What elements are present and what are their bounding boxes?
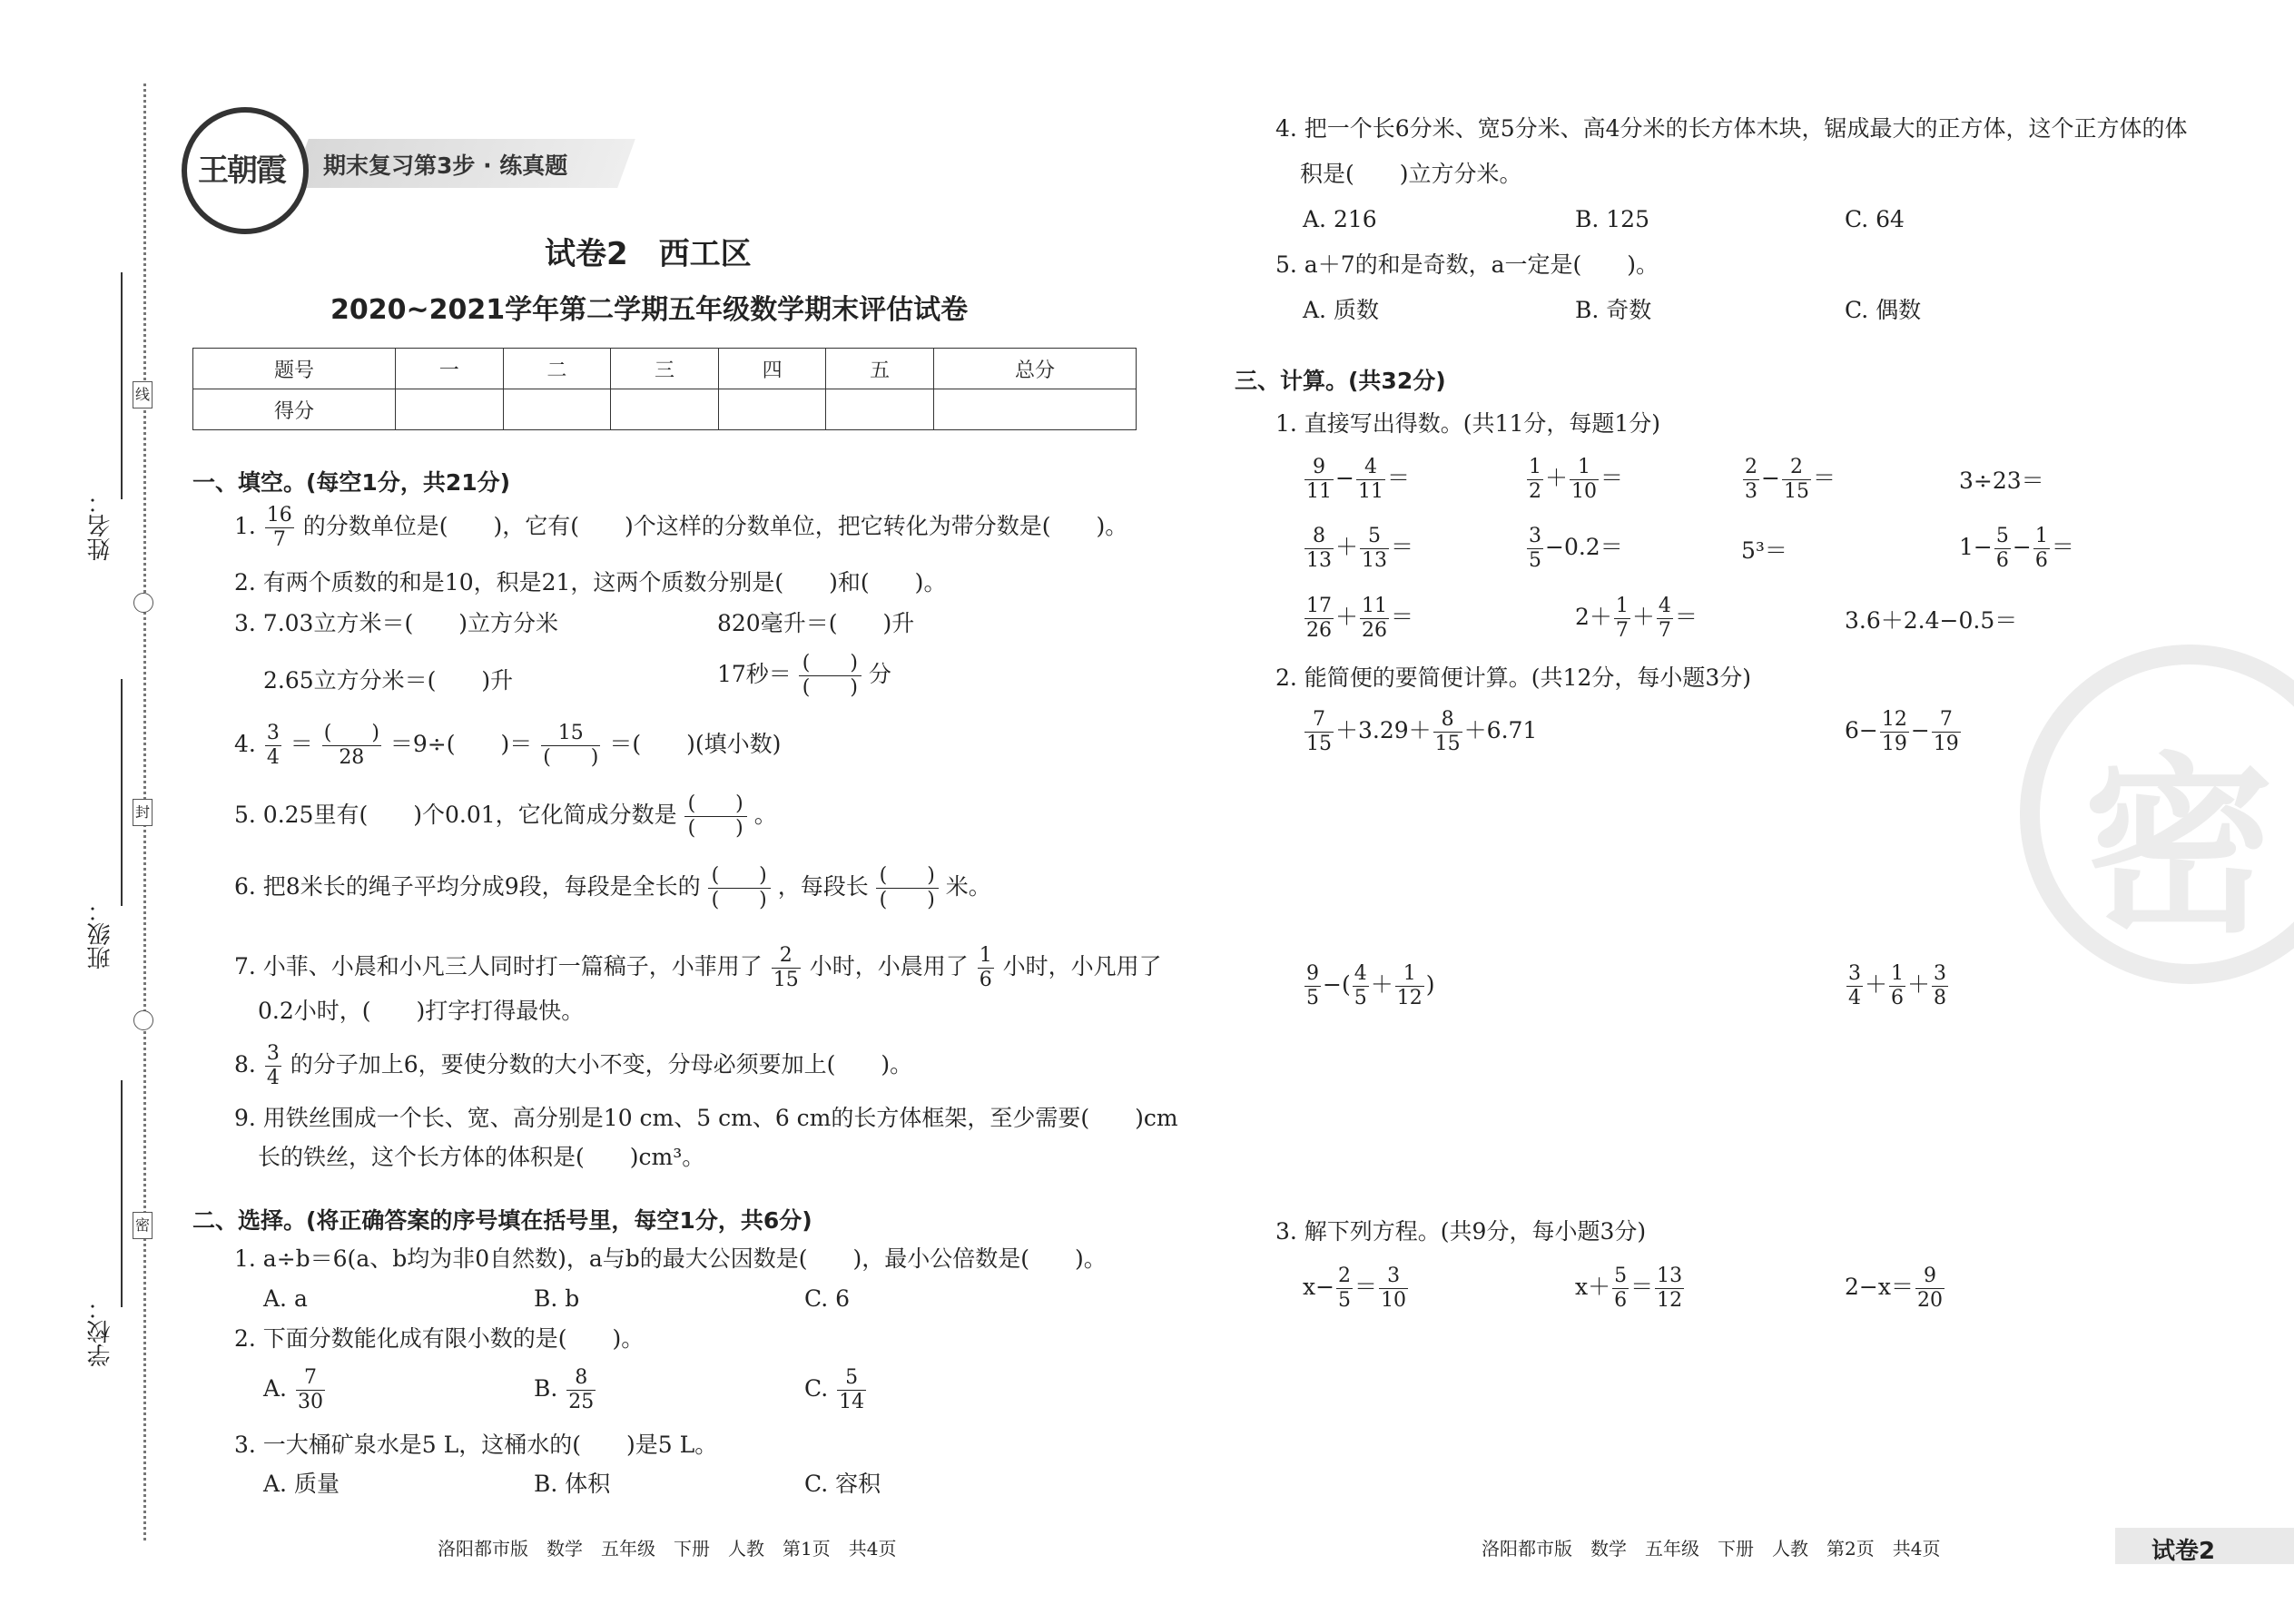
q-text: 7. 小菲、小晨和小凡三人同时打一篇稿子，小菲用了	[234, 953, 763, 979]
q-text: ＝9÷( )＝	[389, 731, 533, 757]
school-underline	[121, 1080, 123, 1307]
table-cell: 四	[718, 349, 826, 389]
option[interactable]: B. 125	[1575, 206, 1649, 232]
table-cell: 得分	[193, 389, 396, 430]
option-label: C.	[804, 1375, 829, 1402]
class-underline	[121, 679, 123, 906]
option[interactable]	[534, 1366, 597, 1414]
binding-hole	[133, 1010, 153, 1030]
calc-item: 5³＝	[1741, 537, 1787, 564]
s1-q5	[234, 792, 777, 841]
table-cell: 三	[611, 349, 719, 389]
q-text: 6. 把8米长的绳子平均分成9段，每段是全长的	[234, 873, 701, 900]
table-cell: 题号	[193, 349, 396, 389]
option[interactable]: A. 216	[1303, 206, 1377, 232]
section3-heading: 三、计算。(共32分)	[1235, 368, 1446, 394]
q-text: ＝	[290, 731, 313, 757]
calc-item: $\frac{7}{15}$ ＋3.29＋ $\frac{8}{15}$ ＋6.71	[1306, 708, 1538, 755]
q-text: ，每段长	[777, 873, 869, 900]
s3-p2: 2. 能简便的要简便计算。(共12分，每小题3分)	[1275, 664, 1752, 691]
school-label: 学校：	[87, 1296, 114, 1367]
q-text: 米。	[945, 873, 991, 900]
s2-q4b: 积是( )立方分米。	[1300, 161, 1522, 187]
seal-mark-seal: 封	[133, 799, 153, 826]
footer-right: 洛阳都市版 数学 五年级 下册 人教 第2页 共4页	[1482, 1538, 1941, 1560]
s1-q7a	[234, 944, 1162, 992]
calc-item: $\frac{17}{26}$ ＋ $\frac{11}{26}$ ＝	[1306, 595, 1414, 642]
blank-fraction[interactable]: ( ) ( )	[876, 864, 939, 912]
s1-q4	[234, 722, 781, 770]
equation-item: x＋ $\frac{5}{6}$ ＝ $\frac{13}{12}$	[1575, 1265, 1683, 1312]
table-cell: 总分	[933, 349, 1136, 389]
option[interactable]: B. b	[534, 1285, 580, 1312]
fraction[interactable]: $\frac{15}{( )}$	[543, 722, 599, 769]
s2-q2: 2. 下面分数能化成有限小数的是( )。	[234, 1325, 645, 1352]
option[interactable]	[263, 1366, 327, 1414]
seal-mark-secret: 密	[133, 1212, 153, 1239]
option[interactable]: C. 偶数	[1845, 297, 1922, 323]
score-input-cell[interactable]	[933, 389, 1136, 430]
score-input-cell[interactable]	[718, 389, 826, 430]
paper-subtitle: 2020~2021学年第二学期五年级数学期末评估试卷	[330, 294, 969, 326]
q-text: 的分子加上6，要使分数的大小不变，分母必须要加上( )。	[290, 1051, 913, 1078]
equation-item: 2−x＝ $\frac{9}{20}$	[1845, 1265, 1943, 1312]
banner-text: 期末复习第3步 · 练真题	[323, 153, 568, 179]
fraction[interactable]: $\frac{( )}{28}$	[323, 722, 379, 769]
s1-q2: 2. 有两个质数的和是10，积是21，这两个质数分别是( )和( )。	[234, 569, 947, 595]
calc-item: $\frac{1}{2}$ ＋ $\frac{1}{10}$ ＝	[1529, 456, 1624, 503]
footer-left: 洛阳都市版 数学 五年级 下册 人教 第1页 共4页	[438, 1538, 897, 1560]
paper-title: 试卷2 西工区	[545, 236, 752, 272]
watermark-glyph: 密	[2083, 736, 2275, 959]
q-num: 8.	[234, 1051, 256, 1078]
option-label: A.	[263, 1375, 288, 1402]
s1-q6	[234, 864, 991, 912]
score-input-cell[interactable]	[826, 389, 934, 430]
score-input-cell[interactable]	[611, 389, 719, 430]
fraction: $\frac{8}{25}$	[568, 1366, 595, 1413]
fraction: $\frac{7}{30}$	[297, 1366, 323, 1413]
blank-fraction[interactable]: ( ) ( )	[684, 792, 747, 841]
paper-tab-label: 试卷2	[2151, 1538, 2216, 1565]
fraction: $\frac{3}{4}$	[266, 1042, 280, 1089]
calc-item: $\frac{3}{4}$ ＋ $\frac{1}{6}$ ＋ $\frac{3}{8}$	[1848, 962, 1947, 1009]
class-label: 班级：	[87, 899, 114, 969]
fraction: $\frac{5}{14}$	[839, 1366, 865, 1413]
table-row	[193, 349, 1137, 389]
s2-q3: 3. 一大桶矿泉水是5 L，这桶水的( )是5 L。	[234, 1432, 718, 1458]
option[interactable]: B. 奇数	[1575, 297, 1652, 323]
option-label: B.	[534, 1375, 558, 1402]
calc-item: 6− $\frac{12}{19}$ − $\frac{7}{19}$	[1845, 708, 1959, 755]
score-input-cell[interactable]	[503, 389, 611, 430]
option[interactable]: C. 容积	[804, 1471, 881, 1497]
fraction: $\frac{2}{15}$	[773, 944, 799, 991]
score-table	[192, 348, 1137, 430]
s1-q1	[234, 504, 1127, 552]
score-input-cell[interactable]	[395, 389, 503, 430]
s1-q3d	[717, 652, 891, 700]
option[interactable]: C. 64	[1845, 206, 1905, 232]
q-num: 1.	[234, 513, 256, 539]
calc-item: 2＋ $\frac{1}{7}$ ＋ $\frac{4}{7}$ ＝	[1575, 595, 1698, 642]
option[interactable]: B. 体积	[534, 1471, 611, 1497]
calc-item: $\frac{8}{13}$ ＋ $\frac{5}{13}$ ＝	[1306, 525, 1414, 572]
s1-q3c: 2.65立方分米＝( )升	[263, 667, 514, 694]
equation-item: x− $\frac{2}{5}$ ＝ $\frac{3}{10}$	[1303, 1265, 1407, 1312]
s1-q9b: 长的铁丝，这个长方体的体积是( )cm³。	[258, 1144, 705, 1170]
s1-q7b: 0.2小时，( )打字打得最快。	[258, 998, 585, 1024]
calc-item: 3.6＋2.4−0.5＝	[1845, 607, 2018, 634]
table-cell: 五	[826, 349, 934, 389]
seal-mark-line: 线	[133, 381, 153, 408]
blank-fraction[interactable]: ( ) ( )	[799, 652, 861, 700]
s1-q3b: 820毫升＝( )升	[717, 610, 915, 636]
s1-q8	[234, 1042, 912, 1090]
fraction: $\frac{3}{4}$	[266, 722, 280, 769]
s2-q5: 5. a＋7的和是奇数，a一定是( )。	[1275, 251, 1659, 278]
q-text: 17秒＝	[717, 661, 792, 687]
option[interactable]: C. 6	[804, 1285, 851, 1312]
name-label: 姓名：	[87, 490, 114, 561]
fraction: $\frac{16}{7}$	[266, 504, 292, 551]
section1-heading: 一、填空。(每空1分，共21分)	[192, 469, 511, 496]
brand-logo-text: 王朝霞	[198, 153, 285, 189]
calc-item: 3÷23＝	[1959, 468, 2044, 494]
q-text: 小时，小凡用了	[1002, 953, 1162, 979]
q-text: 。	[753, 802, 777, 828]
option[interactable]: A. 质量	[263, 1471, 340, 1497]
q-text: 的分数单位是( )，它有( )个这样的分数单位，把它转化为带分数是( )。	[302, 513, 1128, 539]
s3-p1: 1. 直接写出得数。(共11分，每题1分)	[1275, 410, 1661, 437]
name-underline	[121, 272, 123, 499]
calc-item: $\frac{9}{5}$ −( $\frac{4}{5}$ ＋ $\frac{1}{12}$ )	[1306, 962, 1435, 1009]
table-cell: 二	[503, 349, 611, 389]
s2-q4a: 4. 把一个长6分米、宽5分米、高4分米的长方体木块，锯成最大的正方体，这个正方体的体	[1275, 115, 2188, 142]
s1-q3a: 3. 7.03立方米＝( )立方分米	[234, 610, 558, 636]
q-num: 4.	[234, 731, 256, 757]
calc-item: $\frac{9}{11}$ − $\frac{4}{11}$ ＝	[1306, 456, 1410, 503]
option[interactable]	[804, 1366, 868, 1414]
blank-fraction[interactable]: ( ) ( )	[708, 864, 771, 912]
calc-item: 1− $\frac{5}{6}$ − $\frac{1}{6}$ ＝	[1959, 525, 2074, 572]
option[interactable]: A. a	[263, 1285, 308, 1312]
s3-p3: 3. 解下列方程。(共9分，每小题3分)	[1275, 1218, 1647, 1245]
calc-item: $\frac{3}{5}$ −0.2＝	[1529, 525, 1623, 572]
q-text: 5. 0.25里有( )个0.01，它化简成分数是	[234, 802, 677, 828]
binding-hole	[133, 593, 153, 613]
s1-q9a: 9. 用铁丝围成一个长、宽、高分别是10 cm、5 cm、6 cm的长方体框架，至少需要( )cm	[234, 1105, 1178, 1131]
table-row	[193, 389, 1137, 430]
table-cell: 一	[395, 349, 503, 389]
section2-heading: 二、选择。(将正确答案的序号填在括号里，每空1分，共6分)	[192, 1207, 812, 1234]
q-text: ＝( )(填小数)	[609, 731, 782, 757]
fraction: $\frac{1}{6}$	[979, 944, 992, 991]
s2-q1: 1. a÷b＝6(a、b均为非0自然数)，a与b的最大公因数是( )，最小公倍数是( )。	[234, 1245, 1107, 1272]
q-text: 小时，小晨用了	[809, 953, 969, 979]
q-text: 分	[868, 661, 891, 687]
calc-item: $\frac{2}{3}$ − $\frac{2}{15}$ ＝	[1745, 456, 1836, 503]
option[interactable]: A. 质数	[1303, 297, 1379, 323]
